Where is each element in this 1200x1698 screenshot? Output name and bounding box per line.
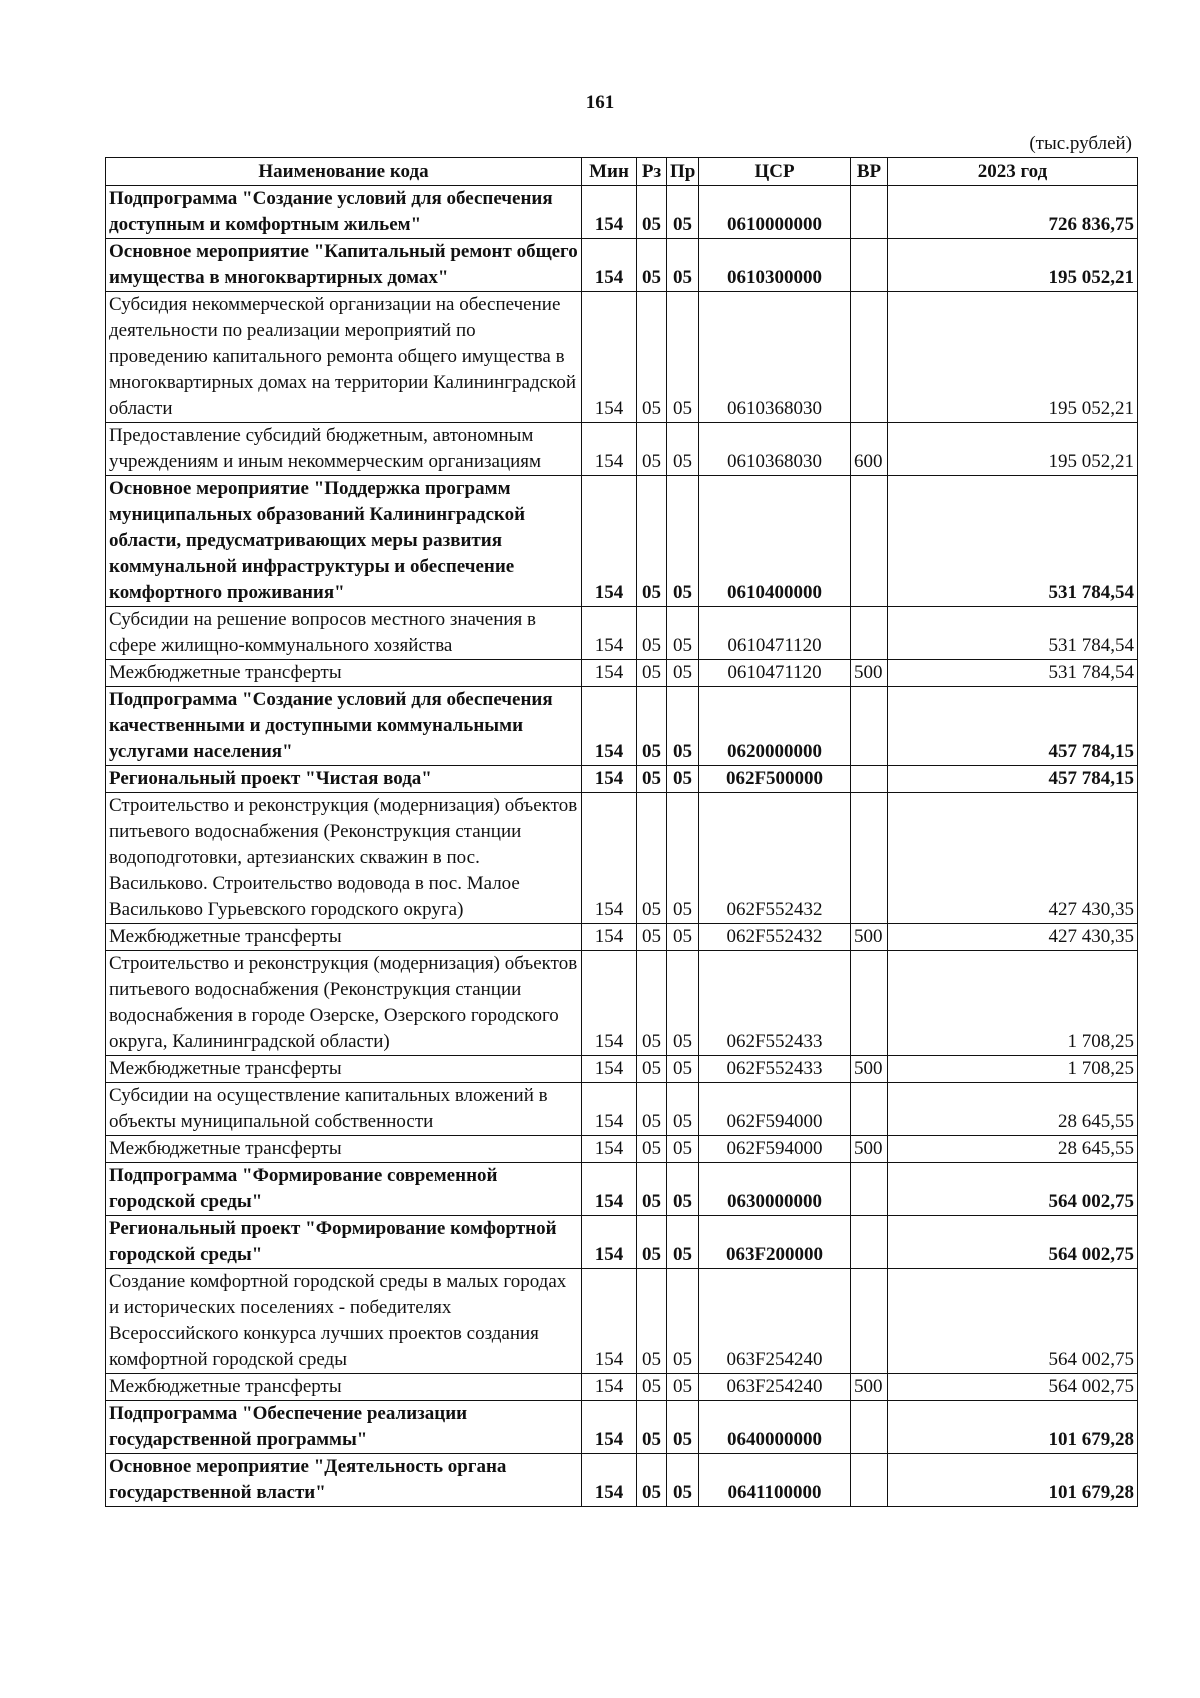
cell-min: 154	[582, 951, 637, 1056]
cell-vr	[851, 1401, 888, 1454]
table-row	[106, 239, 1138, 292]
cell-amount: 564 002,75	[888, 1374, 1138, 1401]
cell-amount: 457 784,15	[888, 766, 1138, 793]
cell-pr: 05	[667, 660, 699, 687]
cell-csr: 063F254240	[699, 1269, 851, 1374]
table-row	[106, 793, 1138, 924]
units-label: (тыс.рублей)	[1029, 133, 1132, 154]
cell-name: Субсидии на осуществление капитальных вложений в объекты муниципальной собственности	[106, 1083, 582, 1136]
cell-amount: 427 430,35	[888, 793, 1138, 924]
budget-table	[105, 157, 1138, 1507]
cell-rz: 05	[637, 292, 667, 423]
cell-pr: 05	[667, 1083, 699, 1136]
cell-min: 154	[582, 607, 637, 660]
cell-min: 154	[582, 1163, 637, 1216]
cell-vr	[851, 186, 888, 239]
cell-name: Создание комфортной городской среды в малых городах и исторических поселениях - победителях Всероссийского конкурса лучших проектов создания комфортной городской среды	[106, 1269, 582, 1374]
cell-name: Межбюджетные трансферты	[106, 1374, 582, 1401]
cell-amount: 531 784,54	[888, 607, 1138, 660]
cell-pr: 05	[667, 476, 699, 607]
cell-amount: 1 708,25	[888, 951, 1138, 1056]
cell-csr: 063F254240	[699, 1374, 851, 1401]
cell-pr: 05	[667, 292, 699, 423]
cell-rz: 05	[637, 1269, 667, 1374]
cell-pr: 05	[667, 1454, 699, 1507]
cell-name: Межбюджетные трансферты	[106, 1056, 582, 1083]
cell-vr	[851, 793, 888, 924]
cell-name: Региональный проект "Формирование комфортной городской среды"	[106, 1216, 582, 1269]
cell-pr: 05	[667, 1374, 699, 1401]
cell-name: Основное мероприятие "Поддержка программ муниципальных образований Калининградской области, предусматривающих меры развития коммунальной инфраструктуры и обеспечение комфортного проживания"	[106, 476, 582, 607]
cell-csr: 0641100000	[699, 1454, 851, 1507]
cell-amount: 195 052,21	[888, 292, 1138, 423]
cell-amount: 564 002,75	[888, 1216, 1138, 1269]
cell-csr: 0610368030	[699, 423, 851, 476]
cell-pr: 05	[667, 1136, 699, 1163]
cell-vr: 600	[851, 423, 888, 476]
cell-min: 154	[582, 660, 637, 687]
cell-min: 154	[582, 924, 637, 951]
cell-name: Подпрограмма "Создание условий для обеспечения доступным и комфортным жильем"	[106, 186, 582, 239]
cell-amount: 564 002,75	[888, 1163, 1138, 1216]
cell-vr	[851, 766, 888, 793]
cell-min: 154	[582, 793, 637, 924]
cell-rz: 05	[637, 1056, 667, 1083]
cell-rz: 05	[637, 476, 667, 607]
cell-csr: 0610471120	[699, 660, 851, 687]
cell-pr: 05	[667, 607, 699, 660]
cell-min: 154	[582, 239, 637, 292]
cell-name: Строительство и реконструкция (модернизация) объектов питьевого водоснабжения (Реконструкция станции водоснабжения в городе Озерске, Озерского городского округа, Калининградской области)	[106, 951, 582, 1056]
cell-csr: 0610000000	[699, 186, 851, 239]
cell-min: 154	[582, 1269, 637, 1374]
cell-vr	[851, 1216, 888, 1269]
cell-csr: 062F552433	[699, 1056, 851, 1083]
cell-min: 154	[582, 1136, 637, 1163]
cell-pr: 05	[667, 239, 699, 292]
cell-rz: 05	[637, 687, 667, 766]
cell-pr: 05	[667, 951, 699, 1056]
cell-pr: 05	[667, 766, 699, 793]
cell-min: 154	[582, 1374, 637, 1401]
cell-vr	[851, 292, 888, 423]
cell-rz: 05	[637, 1083, 667, 1136]
cell-min: 154	[582, 476, 637, 607]
cell-min: 154	[582, 1216, 637, 1269]
cell-rz: 05	[637, 1374, 667, 1401]
cell-rz: 05	[637, 793, 667, 924]
cell-csr: 0620000000	[699, 687, 851, 766]
table-row	[106, 1269, 1138, 1374]
cell-vr: 500	[851, 924, 888, 951]
cell-name: Межбюджетные трансферты	[106, 1136, 582, 1163]
cell-name: Подпрограмма "Обеспечение реализации государственной программы"	[106, 1401, 582, 1454]
cell-rz: 05	[637, 1136, 667, 1163]
cell-name: Региональный проект "Чистая вода"	[106, 766, 582, 793]
cell-rz: 05	[637, 1401, 667, 1454]
cell-amount: 564 002,75	[888, 1269, 1138, 1374]
cell-name: Межбюджетные трансферты	[106, 660, 582, 687]
cell-name: Межбюджетные трансферты	[106, 924, 582, 951]
table-row	[106, 1454, 1138, 1507]
cell-min: 154	[582, 1401, 637, 1454]
cell-pr: 05	[667, 924, 699, 951]
cell-vr	[851, 1454, 888, 1507]
header-name: Наименование кода	[106, 158, 582, 186]
cell-pr: 05	[667, 1401, 699, 1454]
table-row	[106, 1401, 1138, 1454]
cell-pr: 05	[667, 793, 699, 924]
cell-csr: 0610300000	[699, 239, 851, 292]
header-year: 2023 год	[888, 158, 1138, 186]
cell-csr: 0640000000	[699, 1401, 851, 1454]
cell-rz: 05	[637, 660, 667, 687]
cell-min: 154	[582, 687, 637, 766]
cell-name: Подпрограмма "Формирование современной городской среды"	[106, 1163, 582, 1216]
cell-csr: 0610368030	[699, 292, 851, 423]
cell-pr: 05	[667, 1269, 699, 1374]
cell-vr	[851, 607, 888, 660]
table-row	[106, 1374, 1138, 1401]
cell-min: 154	[582, 1056, 637, 1083]
table-row	[106, 1163, 1138, 1216]
cell-min: 154	[582, 186, 637, 239]
cell-csr: 062F594000	[699, 1083, 851, 1136]
header-rz: Рз	[637, 158, 667, 186]
header-csr: ЦСР	[699, 158, 851, 186]
cell-amount: 28 645,55	[888, 1136, 1138, 1163]
cell-rz: 05	[637, 924, 667, 951]
cell-csr: 0630000000	[699, 1163, 851, 1216]
cell-vr: 500	[851, 1056, 888, 1083]
cell-rz: 05	[637, 1454, 667, 1507]
table-row	[106, 1136, 1138, 1163]
cell-name: Субсидии на решение вопросов местного значения в сфере жилищно-коммунального хозяйства	[106, 607, 582, 660]
table-row	[106, 607, 1138, 660]
table-row	[106, 1216, 1138, 1269]
table-row	[106, 766, 1138, 793]
cell-amount: 195 052,21	[888, 423, 1138, 476]
cell-vr	[851, 1083, 888, 1136]
cell-vr	[851, 687, 888, 766]
cell-name: Основное мероприятие "Деятельность органа государственной власти"	[106, 1454, 582, 1507]
table-row	[106, 186, 1138, 239]
cell-csr: 062F552433	[699, 951, 851, 1056]
cell-pr: 05	[667, 1163, 699, 1216]
cell-min: 154	[582, 292, 637, 423]
cell-vr: 500	[851, 660, 888, 687]
cell-amount: 1 708,25	[888, 1056, 1138, 1083]
cell-name: Строительство и реконструкция (модернизация) объектов питьевого водоснабжения (Реконструкция станции водоподготовки, артезианских скважин в пос. Васильково. Строительство водовода в пос. Малое Васильково Гурьевского городского округа)	[106, 793, 582, 924]
cell-amount: 531 784,54	[888, 476, 1138, 607]
header-min: Мин	[582, 158, 637, 186]
cell-rz: 05	[637, 951, 667, 1056]
cell-csr: 062F552432	[699, 793, 851, 924]
cell-min: 154	[582, 423, 637, 476]
cell-amount: 726 836,75	[888, 186, 1138, 239]
cell-min: 154	[582, 766, 637, 793]
cell-name: Подпрограмма "Создание условий для обеспечения качественными и доступными коммунальными услугами населения"	[106, 687, 582, 766]
cell-rz: 05	[637, 766, 667, 793]
table-row	[106, 423, 1138, 476]
cell-pr: 05	[667, 423, 699, 476]
cell-pr: 05	[667, 1216, 699, 1269]
cell-amount: 457 784,15	[888, 687, 1138, 766]
cell-csr: 062F500000	[699, 766, 851, 793]
cell-vr	[851, 239, 888, 292]
cell-amount: 531 784,54	[888, 660, 1138, 687]
cell-rz: 05	[637, 1163, 667, 1216]
cell-csr: 062F594000	[699, 1136, 851, 1163]
cell-name: Субсидия некоммерческой организации на обеспечение деятельности по реализации мероприятий по проведению капитального ремонта общего имущества в многоквартирных домах на территории Калининградской области	[106, 292, 582, 423]
cell-amount: 195 052,21	[888, 239, 1138, 292]
cell-vr	[851, 476, 888, 607]
cell-rz: 05	[637, 423, 667, 476]
header-pr: Пр	[667, 158, 699, 186]
table-row	[106, 924, 1138, 951]
table-header-row	[106, 158, 1138, 186]
cell-amount: 101 679,28	[888, 1401, 1138, 1454]
cell-vr: 500	[851, 1374, 888, 1401]
cell-vr	[851, 1163, 888, 1216]
table-row	[106, 1056, 1138, 1083]
cell-vr: 500	[851, 1136, 888, 1163]
cell-min: 154	[582, 1083, 637, 1136]
cell-rz: 05	[637, 186, 667, 239]
cell-rz: 05	[637, 1216, 667, 1269]
header-vr: ВР	[851, 158, 888, 186]
cell-amount: 101 679,28	[888, 1454, 1138, 1507]
table-row	[106, 687, 1138, 766]
cell-rz: 05	[637, 239, 667, 292]
cell-pr: 05	[667, 186, 699, 239]
page-number: 161	[585, 92, 615, 113]
cell-rz: 05	[637, 607, 667, 660]
cell-pr: 05	[667, 1056, 699, 1083]
cell-amount: 28 645,55	[888, 1083, 1138, 1136]
table-row	[106, 1083, 1138, 1136]
cell-min: 154	[582, 1454, 637, 1507]
cell-csr: 0610400000	[699, 476, 851, 607]
cell-csr: 062F552432	[699, 924, 851, 951]
cell-csr: 063F200000	[699, 1216, 851, 1269]
table-row	[106, 292, 1138, 423]
cell-pr: 05	[667, 687, 699, 766]
table-row	[106, 476, 1138, 607]
cell-amount: 427 430,35	[888, 924, 1138, 951]
cell-vr	[851, 951, 888, 1056]
cell-name: Основное мероприятие "Капитальный ремонт общего имущества в многоквартирных домах"	[106, 239, 582, 292]
cell-vr	[851, 1269, 888, 1374]
cell-name: Предоставление субсидий бюджетным, автономным учреждениям и иным некоммерческим организациям	[106, 423, 582, 476]
table-row	[106, 660, 1138, 687]
cell-csr: 0610471120	[699, 607, 851, 660]
table-row	[106, 951, 1138, 1056]
